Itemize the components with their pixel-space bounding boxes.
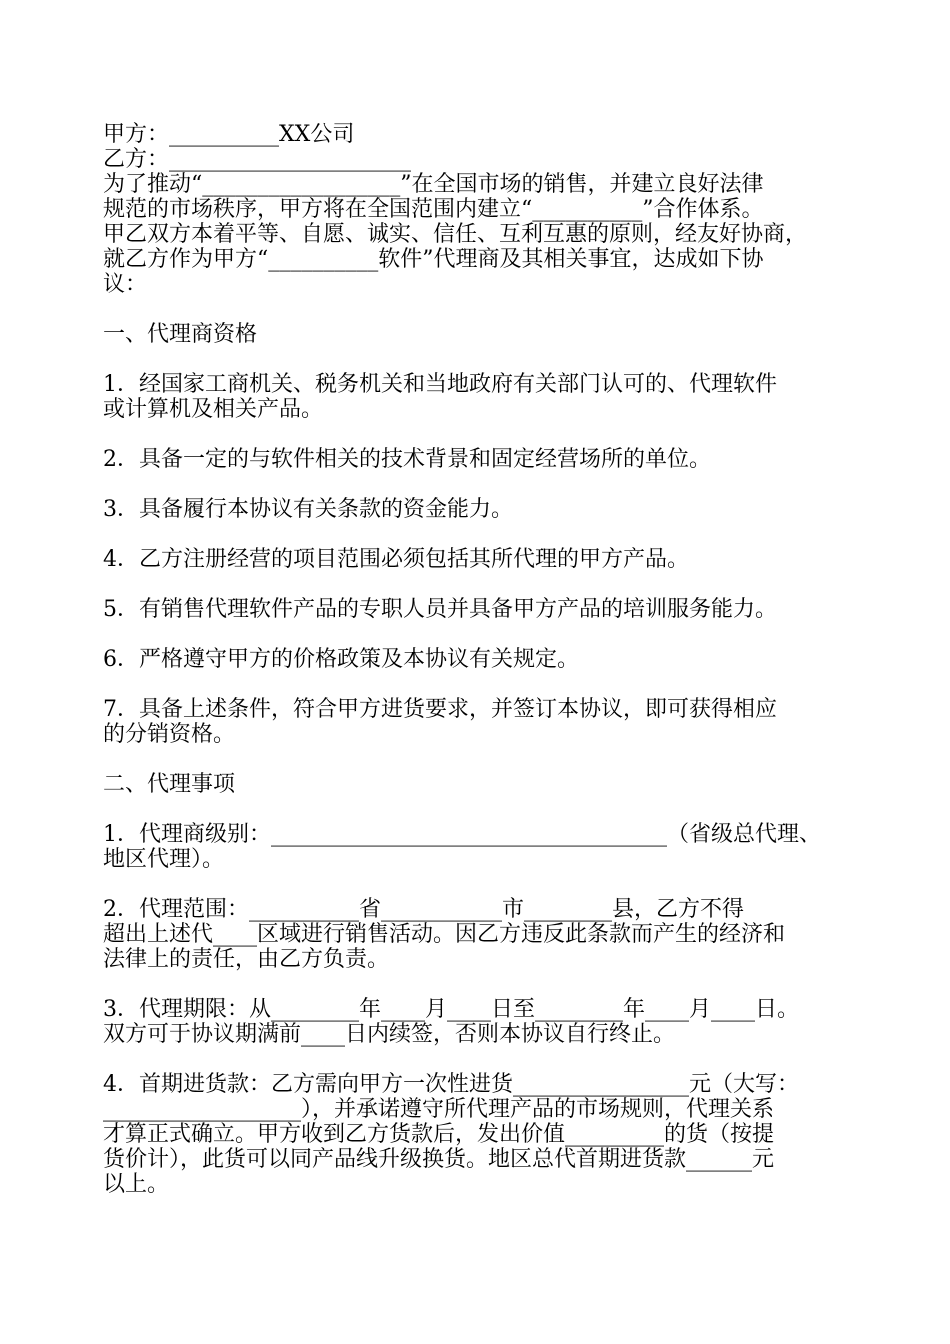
clause-line: 7．具备上述条件，符合甲方进货要求，并签订本协议，即可获得相应 (103, 697, 777, 722)
clause-line: 3．代理期限：从________年____月____日至________年____月____日。 (103, 997, 799, 1022)
section-2-item-1 (103, 822, 863, 872)
clause-line: 2．代理范围：__________省___________市________县，乙方不得 (103, 897, 744, 922)
clause-line: __________________），并承诺遵守所代理产品的市场规则，代理关系 (103, 1097, 775, 1122)
party-b-line: 乙方：______________________ (103, 147, 412, 172)
clause-line: 货价计），此货可以同产品线升级换货。地区总代首期进货款______元 (103, 1147, 775, 1172)
clause-line: 2．具备一定的与软件相关的技术背景和固定经营场所的单位。 (103, 447, 711, 472)
document-page (103, 122, 863, 1197)
clause-line: 地区代理）。 (103, 847, 225, 872)
section-2-heading: 二、代理事项 (103, 772, 236, 797)
intro-line: 为了推动“__________________”在全国市场的销售，并建立良好法律 (103, 172, 764, 197)
section-2-item-4 (103, 1072, 863, 1197)
clause-line: 以上。 (103, 1172, 170, 1197)
section-1-item-2 (103, 447, 863, 472)
section-1-item-1 (103, 372, 863, 422)
section-1-item-5 (103, 597, 863, 622)
intro-line: 甲乙双方本着平等、自愿、诚实、信任、互利互惠的原则，经友好协商， (103, 222, 808, 247)
clause-line: 双方可于协议期满前____日内续签，否则本协议自行终止。 (103, 1022, 676, 1047)
clause-line: 超出上述代____区域进行销售活动。因乙方违反此条款而产生的经济和 (103, 922, 786, 947)
clause-line: 1．经国家工商机关、税务机关和当地政府有关部门认可的、代理软件 (103, 372, 777, 397)
clause-line: 的分销资格。 (103, 722, 236, 747)
section-1-item-7 (103, 697, 863, 747)
clause-line: 6．严格遵守甲方的价格政策及本协议有关规定。 (103, 647, 579, 672)
section-1-item-6 (103, 647, 863, 672)
intro-line: 就乙方作为甲方“__________软件”代理商及其相关事宜，达成如下协 (103, 247, 764, 272)
clause-line: 5．有销售代理软件产品的专职人员并具备甲方产品的培训服务能力。 (103, 597, 777, 622)
section-2-item-2 (103, 897, 863, 972)
party-a-line: 甲方：__________XX公司 (103, 122, 355, 147)
clause-line: 1．代理商级别：____________________________________（省级总代理、 (103, 822, 821, 847)
clause-line: 才算正式确立。甲方收到乙方货款后，发出价值_________的货（按提 (103, 1122, 775, 1147)
section-2-item-3 (103, 997, 863, 1047)
section-1-item-3 (103, 497, 863, 522)
clause-line: 或计算机及相关产品。 (103, 397, 324, 422)
clause-line: 4．乙方注册经营的项目范围必须包括其所代理的甲方产品。 (103, 547, 689, 572)
clause-line: 4．首期进货款：乙方需向甲方一次性进货________________元（大写： (103, 1072, 799, 1097)
intro-line: 规范的市场秩序，甲方将在全国范围内建立“__________”合作体系。 (103, 197, 764, 222)
section-1-item-4 (103, 547, 863, 572)
section-1-heading: 一、代理商资格 (103, 322, 258, 347)
clause-line: 法律上的责任，由乙方负责。 (103, 947, 390, 972)
intro-line: 议： (103, 272, 148, 297)
intro-paragraph (103, 172, 863, 297)
clause-line: 3．具备履行本协议有关条款的资金能力。 (103, 497, 513, 522)
